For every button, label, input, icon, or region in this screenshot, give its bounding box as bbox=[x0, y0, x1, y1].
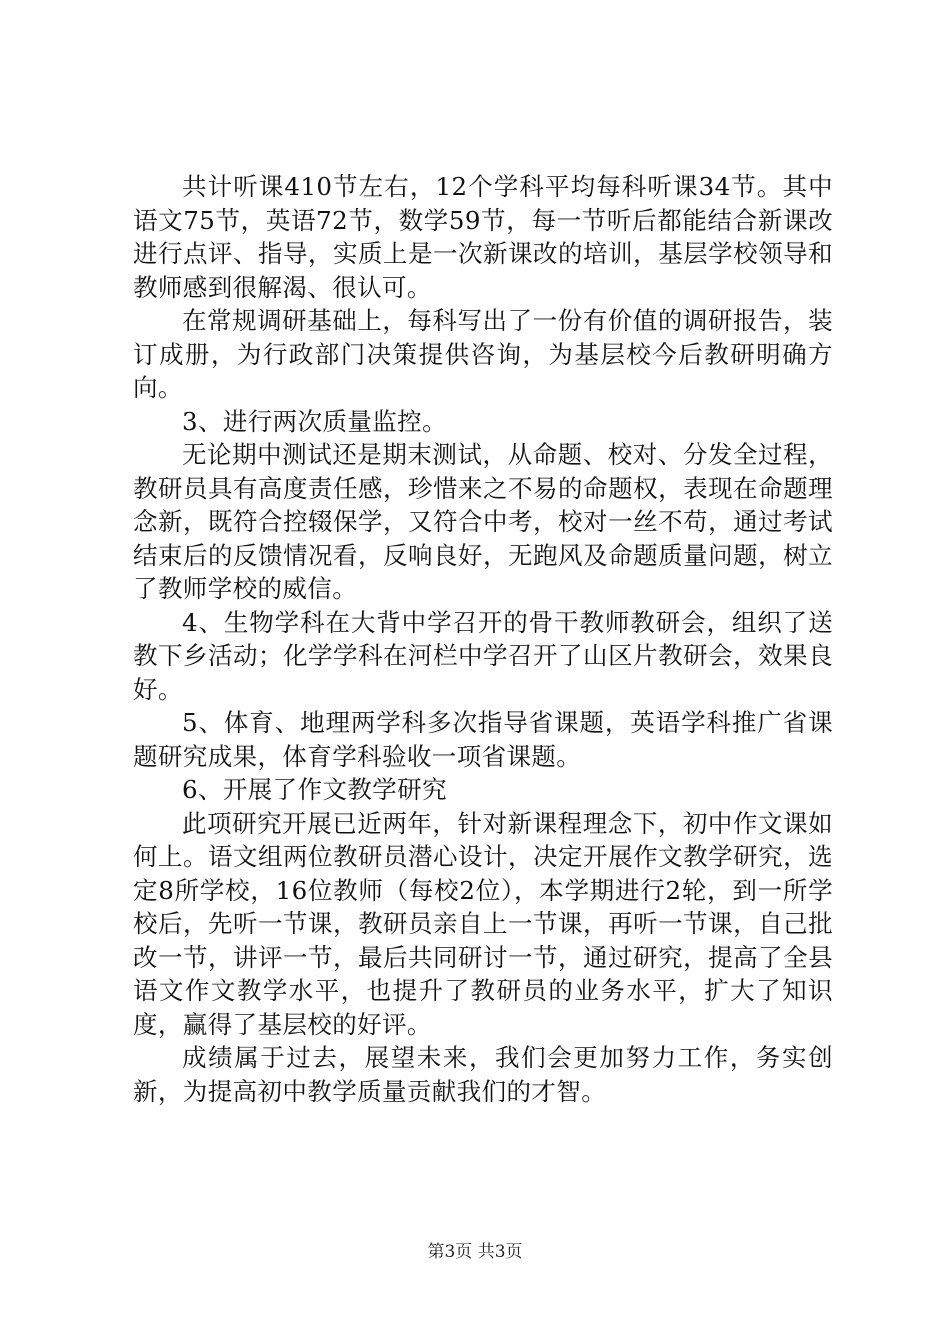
paragraph-composition-heading: 6、开展了作文教学研究 bbox=[182, 775, 447, 804]
paragraph-conclusion: 成绩属于过去，展望未来，我们会更加努力工作，务实创新，为提高初中教学质量贡献我们的才智。 bbox=[133, 1043, 833, 1106]
page-number: 第3页 bbox=[427, 1242, 473, 1262]
paragraph-pe-geography: 5、体育、地理两学科多次指导省课题，英语学科推广省课题研究成果，体育学科验收一项省课题。 bbox=[133, 708, 833, 771]
paragraph-biology-chemistry: 4、生物学科在大背中学召开的骨干教师教研会，组织了送教下乡活动；化学学科在河栏中学召开了山区片教研会，效果良好。 bbox=[133, 607, 833, 704]
paragraph-research-reports: 在常规调研基础上，每科写出了一份有价值的调研报告，装订成册，为行政部门决策提供咨询，为基层校今后教研明确方向。 bbox=[133, 306, 833, 402]
paragraph-quality-monitoring-heading: 3、进行两次质量监控。 bbox=[182, 406, 447, 436]
paragraph-composition-research: 此项研究开展已近两年，针对新课程理念下，初中作文课如何上。语文组两位教研员潜心设计，决定开展作文教学研究，选定8所学校，16位教师（每校2位），本学期进行2轮，到一所学校后，先听一节课，教研员亲自上一节课，再听一节课，自己批改一节，讲评一节，最后共同研讨一节，通过研究，提高了全县语文作文教学水平，也提升了教研员的业务水平，扩大了知识度，赢得了基层校的好评。 bbox=[133, 808, 833, 1039]
paragraph-exam-details: 无论期中测试还是期末测试，从命题、校对、分发全过程，教研员具有高度责任感，珍惜来之不易的命题权，表现在命题理念新，既符合控辍保学，又符合中考，校对一丝不苟，通过考试结束后的反馈情况看，反响良好，无跑风及命题质量问题，树立了教师学校的威信。 bbox=[133, 440, 833, 603]
paragraph-listening-stats: 共计听课410节左右，12个学科平均每科听课34节。其中语文75节，英语72节，数学59节，每一节听后都能结合新课改进行点评、指导，实质上是一次新课改的培训，基层学校领导和教师感到很解渴、很认可。 bbox=[133, 172, 833, 302]
page-total: 共3页 bbox=[477, 1242, 523, 1262]
document-body bbox=[133, 170, 833, 1108]
page-footer bbox=[0, 1241, 950, 1263]
